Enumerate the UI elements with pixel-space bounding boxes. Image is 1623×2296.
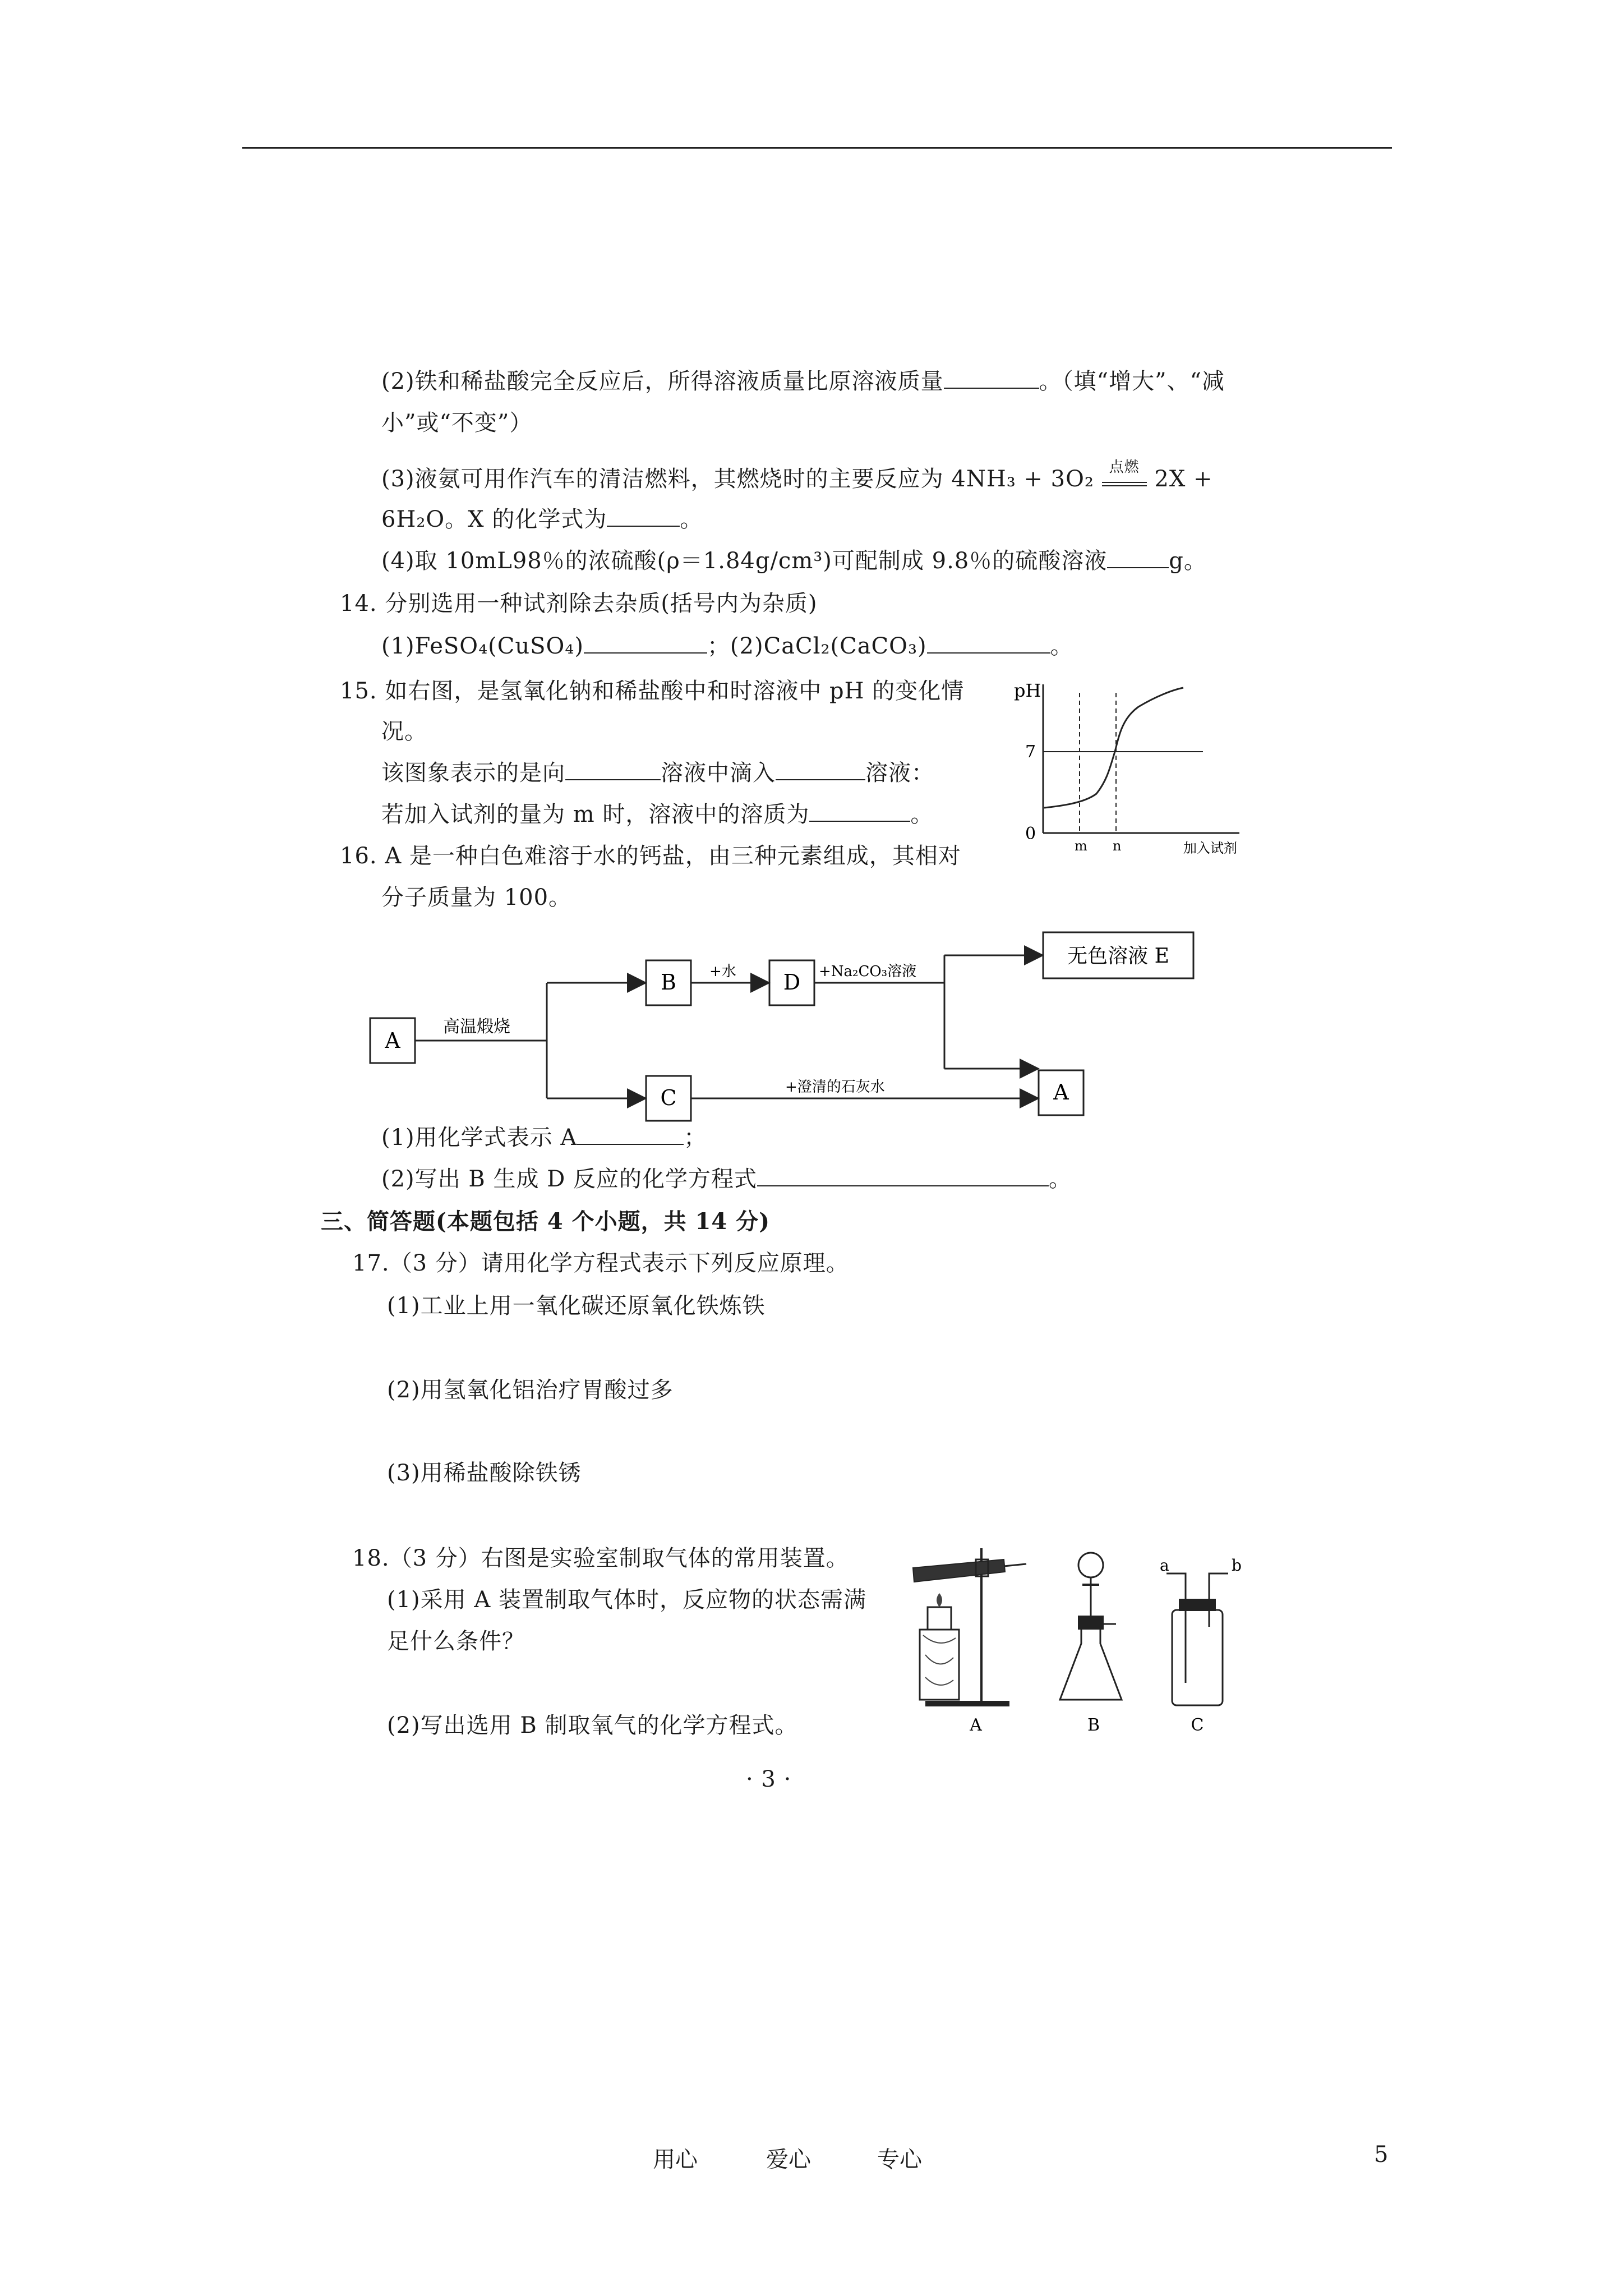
chart-m-label: m — [1075, 838, 1087, 854]
q15-line3: 该图象表示的是向 溶液中滴入 溶液： — [381, 760, 934, 786]
calcine-label: 高温煅烧 — [443, 1017, 510, 1037]
footer-word-3: 专心 — [877, 2147, 922, 2173]
q13-part4: (4)取 10mL98％的浓硫酸(ρ＝1.84g/cm³)可配制成 9.8％的硫酸溶液 g。 — [381, 548, 1207, 574]
q17-part1: (1)工业上用一氧化碳还原氧化铁炼铁 — [387, 1293, 766, 1319]
chart-ylabel: pH — [1014, 680, 1041, 701]
chart-n-label: n — [1113, 838, 1122, 854]
q15-line1: 15. 如右图，是氢氧化钠和稀盐酸中和时溶液中 pH 的变化情 — [340, 678, 965, 704]
ignite-condition: 点燃 — [1109, 459, 1140, 476]
ph-titration-chart — [1004, 668, 1273, 869]
footer-word-2: 爱心 — [766, 2147, 811, 2173]
q17-part2: (2)用氢氧化铝治疗胃酸过多 — [387, 1377, 674, 1403]
q16-line2: 分子质量为 100。 — [381, 885, 572, 910]
q17-part3: (3)用稀盐酸除铁锈 — [387, 1460, 582, 1486]
q17-stem: 17.（3 分）请用化学方程式表示下列反应原理。 — [352, 1250, 849, 1276]
box-E-label: 无色溶液 E — [1067, 945, 1169, 968]
q14-parts: (1)FeSO₄(CuSO₄) ；(2)CaCl₂(CaCO₃) 。 — [381, 633, 1073, 659]
q13-part2-line2: 小”或“不变”） — [381, 410, 533, 436]
q16-sub2: (2)写出 B 生成 D 反应的化学方程式 。 — [381, 1166, 1072, 1192]
na2co3-label: +Na₂CO₃溶液 — [819, 963, 917, 980]
q15-line4: 若加入试剂的量为 m 时，溶液中的溶质为 。 — [381, 802, 934, 827]
footer-word-1: 用心 — [653, 2147, 698, 2173]
apparatus-B — [1060, 1553, 1122, 1735]
q16-line1: 16. A 是一种白色难溶于水的钙盐，由三种元素组成，其相对 — [340, 843, 961, 869]
q13-part3-line1: (3)液氨可用作汽车的清洁燃料，其燃烧时的主要反应为 4NH₃ + 3O₂ 点燃 2X + — [381, 459, 1213, 492]
section-3-heading: 三、简答题(本题包括 4 个小题，共 14 分) — [321, 1208, 771, 1235]
port-b-label: b — [1232, 1556, 1242, 1575]
port-a-label: a — [1160, 1556, 1169, 1575]
box-D-label: D — [783, 970, 801, 995]
q14-stem: 14. 分别选用一种试剂除去杂质(括号内为杂质) — [340, 591, 818, 616]
q15-line2: 况。 — [381, 719, 427, 744]
q13-part3-line2: 6H₂O。X 的化学式为 。 — [381, 507, 703, 532]
footer-page-number: 5 — [1374, 2142, 1389, 2168]
lab-apparatus-figure — [892, 1537, 1251, 1739]
box-A-product-label: A — [1053, 1080, 1069, 1105]
apparatus-A-label: A — [970, 1715, 982, 1735]
box-C-label: C — [660, 1085, 677, 1110]
box-B-label: B — [661, 970, 676, 995]
chart-y7-label: 7 — [1025, 742, 1036, 762]
apparatus-B-label: B — [1087, 1715, 1100, 1735]
q18-part2: (2)写出选用 B 制取氧气的化学方程式。 — [387, 1713, 798, 1738]
header-rule — [242, 147, 1392, 149]
page-number-mark: · 3 · — [746, 1766, 792, 1792]
apparatus-C-label: C — [1191, 1715, 1204, 1735]
chart-xlabel: 加入试剂 — [1183, 840, 1237, 856]
box-A-label: A — [385, 1028, 400, 1053]
limewater-label: +澄清的石灰水 — [785, 1079, 885, 1096]
apparatus-A — [913, 1548, 1026, 1735]
water-label: +水 — [709, 963, 736, 980]
q13-part2-line1: (2)铁和稀盐酸完全反应后，所得溶液质量比原溶液质量 。（填“增大”、“减 — [381, 369, 1225, 394]
q18-stem: 18.（3 分）右图是实验室制取气体的常用装置。 — [352, 1545, 849, 1571]
ph-curve — [1044, 688, 1183, 808]
reaction-flow-diagram — [359, 920, 1223, 1133]
q16-sub1: (1)用化学式表示 A ； — [381, 1125, 707, 1151]
q18-part1-line1: (1)采用 A 装置制取气体时，反应物的状态需满 — [387, 1587, 866, 1613]
chart-origin-label: 0 — [1025, 824, 1036, 844]
q18-part1-line2: 足什么条件？ — [387, 1628, 525, 1654]
apparatus-C — [1160, 1556, 1242, 1735]
